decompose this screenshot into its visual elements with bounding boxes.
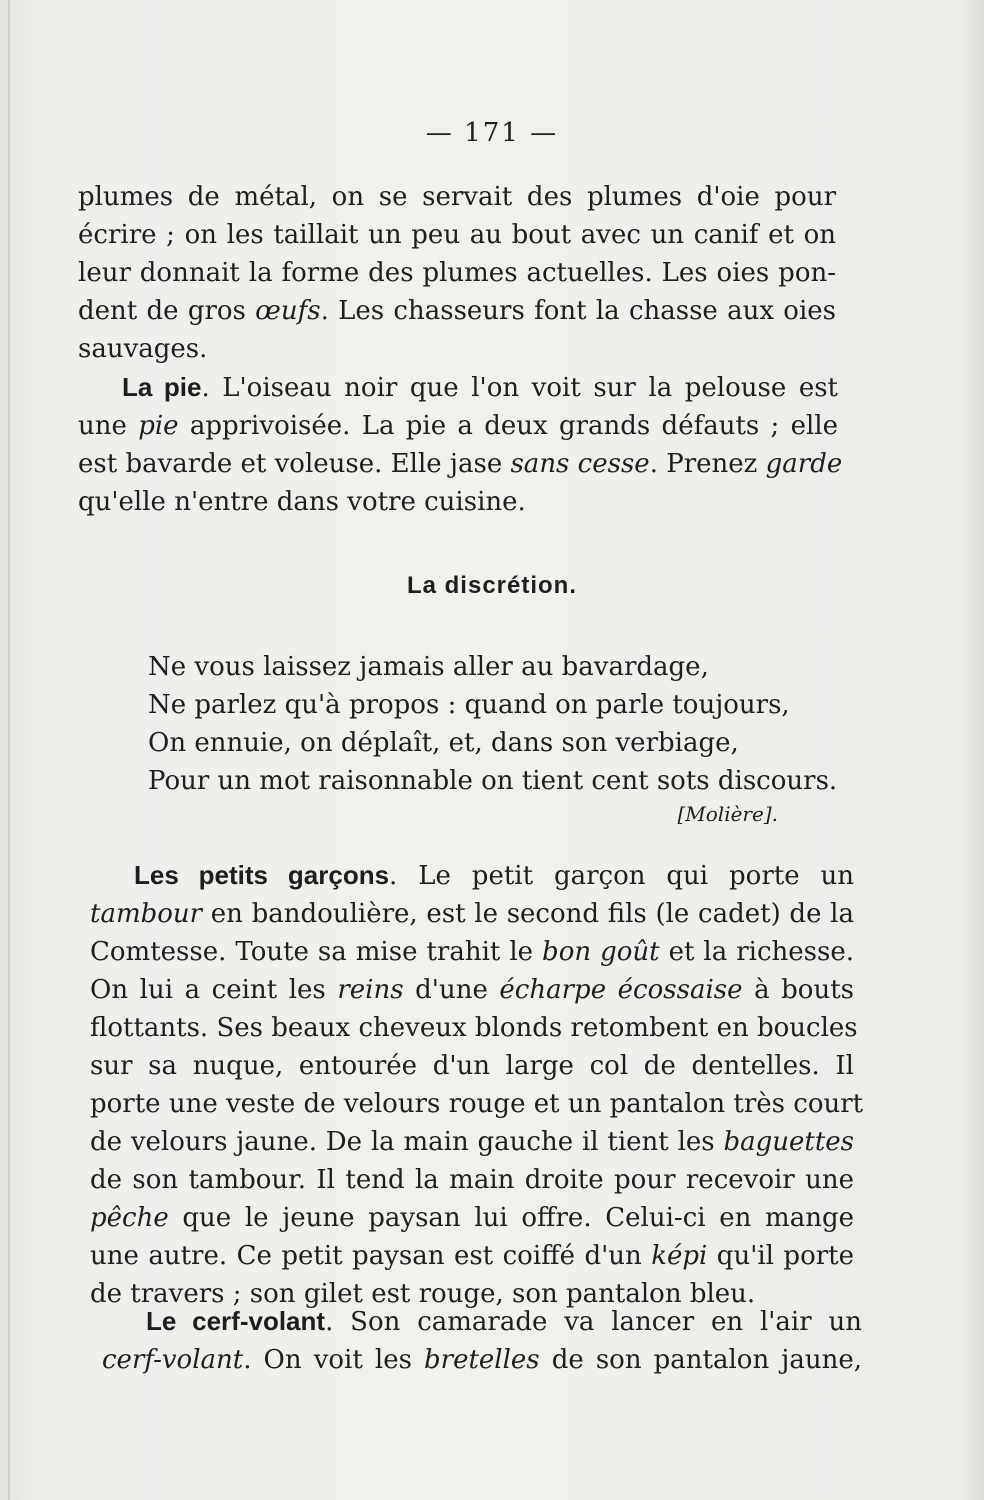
text-line: de velours jaune. De la main gauche il tient les baguettes <box>90 1127 854 1157</box>
text-line: tambour en bandoulière, est le second fils (le cadet) de la <box>90 899 854 929</box>
section-lead: La pie <box>122 372 202 402</box>
italic-term: bretelles <box>424 1345 540 1375</box>
text-line: Le cerf-volant. Son camarade va lancer en l'air un <box>146 1306 862 1337</box>
text-line: cerf-volant. On voit les bretelles de son pantalon jaune, <box>102 1345 862 1375</box>
text-line: sur sa nuque, entourée d'un large col de dentelles. Il <box>90 1051 854 1081</box>
text-line: porte une veste de velours rouge et un pantalon très court <box>90 1089 864 1119</box>
paragraph-plumes <box>78 178 836 368</box>
poem-verse: Pour un mot raisonnable on tient cent sots discours. <box>148 766 838 796</box>
poem-attribution: [Molière]. <box>677 802 778 826</box>
italic-term: képi <box>651 1241 708 1271</box>
text-line: est bavarde et voleuse. Elle jase sans cesse. Prenez garde <box>78 449 843 479</box>
text-line: Les petits garçons. Le petit garçon qui porte un <box>134 860 854 891</box>
text-line: leur donnait la forme des plumes actuelles. Les oies pon- <box>78 258 836 288</box>
paragraph-cerf-volant <box>102 1302 862 1379</box>
italic-term: garde <box>765 449 843 479</box>
italic-term: reins <box>337 975 404 1005</box>
paragraph-la-pie <box>78 368 843 521</box>
section-heading: La discrétion. <box>406 572 578 599</box>
italic-term: écharpe écossaise <box>499 975 743 1005</box>
page-number: — 171 — <box>425 118 559 148</box>
poem-verse: Ne parlez qu'à propos : quand on parle toujours, <box>148 690 790 720</box>
italic-term: tambour <box>90 899 203 929</box>
text-line: On lui a ceint les reins d'une écharpe écossaise à bouts <box>90 975 854 1005</box>
poem-verse: On ennuie, on déplaît, et, dans son verbiage, <box>148 728 739 758</box>
text-line: dent de gros œufs. Les chasseurs font la chasse aux oies <box>78 296 836 326</box>
section-lead: Le cerf-volant <box>146 1306 326 1336</box>
italic-term: bon goût <box>542 937 660 967</box>
text-line: qu'elle n'entre dans votre cuisine. <box>78 487 526 517</box>
italic-term: baguettes <box>723 1127 854 1157</box>
italic-term: pêche <box>90 1203 169 1233</box>
italic-term: œufs <box>255 296 321 326</box>
poem <box>148 648 837 800</box>
text-line: La pie. L'oiseau noir que l'on voit sur la pelouse est <box>122 372 838 403</box>
text-line: de travers ; son gilet est rouge, son pantalon bleu. <box>90 1279 756 1309</box>
poem-verse: Ne vous laissez jamais aller au bavardage, <box>148 652 709 682</box>
italic-term: pie <box>138 411 179 441</box>
text-line: sauvages. <box>78 334 208 364</box>
text-line: plumes de métal, on se servait des plumes d'oie pour <box>78 182 836 212</box>
italic-term: cerf-volant <box>102 1345 244 1375</box>
text-line: une pie apprivoisée. La pie a deux grands défauts ; elle <box>78 411 838 441</box>
paragraph-petits-garcons <box>90 856 864 1313</box>
italic-term: sans cesse <box>510 449 650 479</box>
text-line: pêche que le jeune paysan lui offre. Celui-ci en mange <box>90 1203 854 1233</box>
section-lead: Les petits garçons <box>134 860 390 890</box>
text-line: écrire ; on les taillait un peu au bout avec un canif et on <box>78 220 836 250</box>
text-line: flottants. Ses beaux cheveux blonds retombent en boucles <box>90 1013 858 1043</box>
text-line: de son tambour. Il tend la main droite pour recevoir une <box>90 1165 854 1195</box>
page-edge <box>8 0 10 1500</box>
text-line: Comtesse. Toute sa mise trahit le bon goût et la richesse. <box>90 937 854 967</box>
text-line: une autre. Ce petit paysan est coiffé d'un képi qu'il porte <box>90 1241 854 1271</box>
